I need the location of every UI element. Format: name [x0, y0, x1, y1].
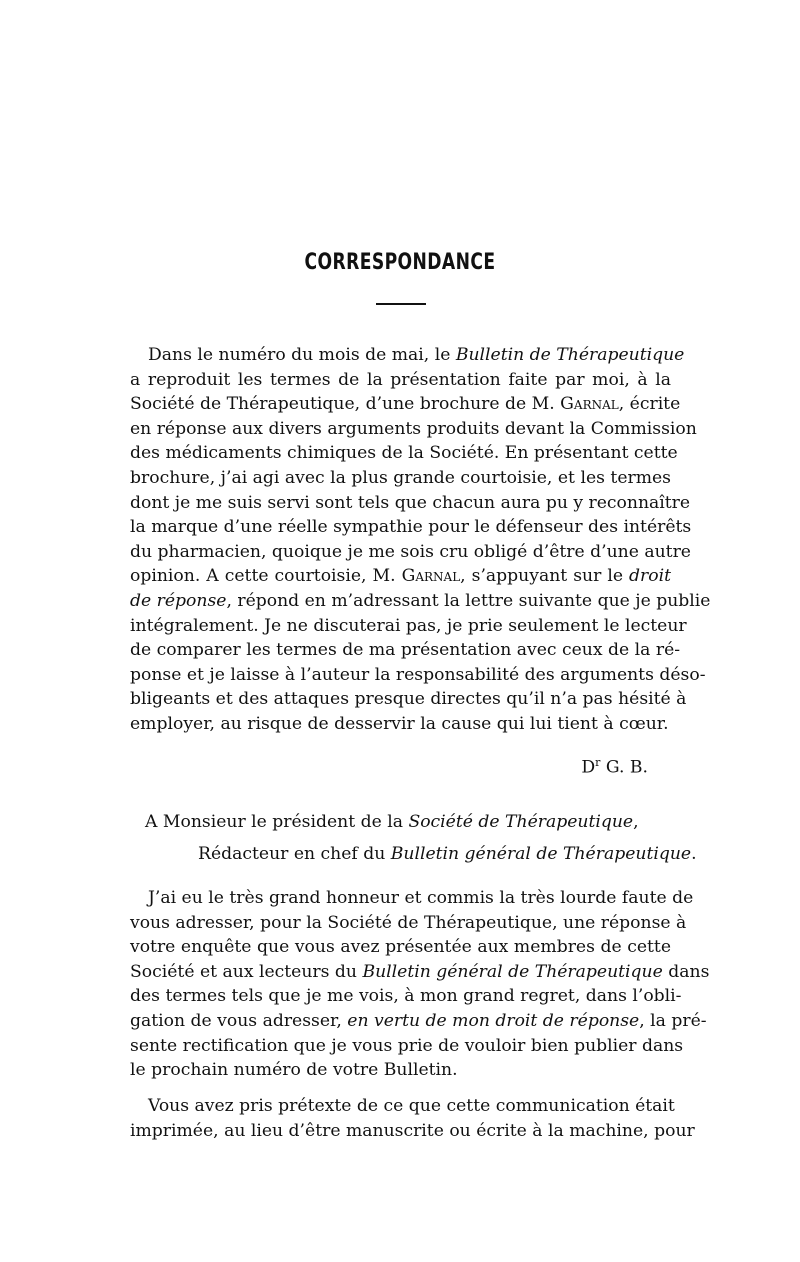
- text-line: imprimée, au lieu d’être manuscrite ou écrite à la machine, pour: [130, 1120, 695, 1141]
- text-line: la marque d’une réelle sympathie pour le défenseur des intérêts: [130, 517, 692, 538]
- text-line: J’ai eu le très grand honneur et commis la très lourde faute de: [148, 888, 694, 908]
- letter-paragraph-2: [130, 1094, 695, 1143]
- intro-paragraph: [130, 343, 711, 737]
- letter-paragraph: [130, 886, 710, 1083]
- text-line: a reproduit les termes de la présentation faite par moi, à la: [130, 369, 671, 390]
- signature: $D^r$ G. B.: [581, 756, 648, 778]
- text-line: Dans le numéro du mois de mai, le Bulletin de Thérapeutique: [148, 345, 685, 365]
- text-line: Société de Thérapeutique, d’une brochure de M. Garnal, écrite: [130, 394, 681, 415]
- title-divider: [376, 303, 426, 305]
- address-line-recipient: A Monsieur le président de la Société de Thérapeutique,: [145, 812, 639, 832]
- text-line: ponse et je laisse à l’auteur la responsabilité des arguments déso-: [130, 664, 706, 685]
- address-line-title: Rédacteur en chef du Bulletin général de Thérapeutique.: [198, 844, 697, 864]
- text-line: du pharmacien, quoique je me sois cru obligé d’être d’une autre: [130, 541, 691, 562]
- text-line: vous adresser, pour la Société de Thérapeutique, une réponse à: [130, 912, 687, 933]
- text-line: Société et aux lecteurs du Bulletin général de Thérapeutique dans: [130, 961, 710, 982]
- text-line: votre enquête que vous avez présentée aux membres de cette: [130, 937, 671, 958]
- text-line: des médicaments chimiques de la Société. En présentant cette: [130, 443, 678, 464]
- text-line: Vous avez pris prétexte de ce que cette communication était: [148, 1096, 675, 1116]
- text-line: sente rectification que je vous prie de vouloir bien publier dans: [130, 1035, 684, 1056]
- text-line: brochure, j’ai agi avec la plus grande courtoisie, et les termes: [130, 467, 671, 488]
- text-line: de comparer les termes de ma présentation avec ceux de la ré-: [130, 640, 681, 661]
- text-line: des termes tels que je me vois, à mon grand regret, dans l’obli-: [130, 986, 682, 1007]
- text-line: en réponse aux divers arguments produits devant la Commission: [130, 418, 697, 439]
- text-line: de réponse, répond en m’adressant la lettre suivante que je publie: [130, 590, 711, 611]
- text-line: dont je me suis servi sont tels que chacun aura pu y reconnaître: [130, 492, 691, 513]
- text-line: le prochain numéro de votre Bulletin.: [130, 1060, 458, 1081]
- text-line: employer, au risque de desservir la cause qui lui tient à cœur.: [130, 713, 669, 734]
- text-line: bligeants et des attaques presque directes qu’il n’a pas hésité à: [130, 689, 687, 710]
- text-line: intégralement. Je ne discuterai pas, je prie seulement le lecteur: [130, 615, 687, 636]
- page-title: CORRESPONDANCE: [304, 250, 496, 275]
- text-line: gation de vous adresser, en vertu de mon droit de réponse, la pré-: [130, 1010, 707, 1031]
- text-line: opinion. A cette courtoisie, M. Garnal, s’appuyant sur le droit: [130, 566, 671, 587]
